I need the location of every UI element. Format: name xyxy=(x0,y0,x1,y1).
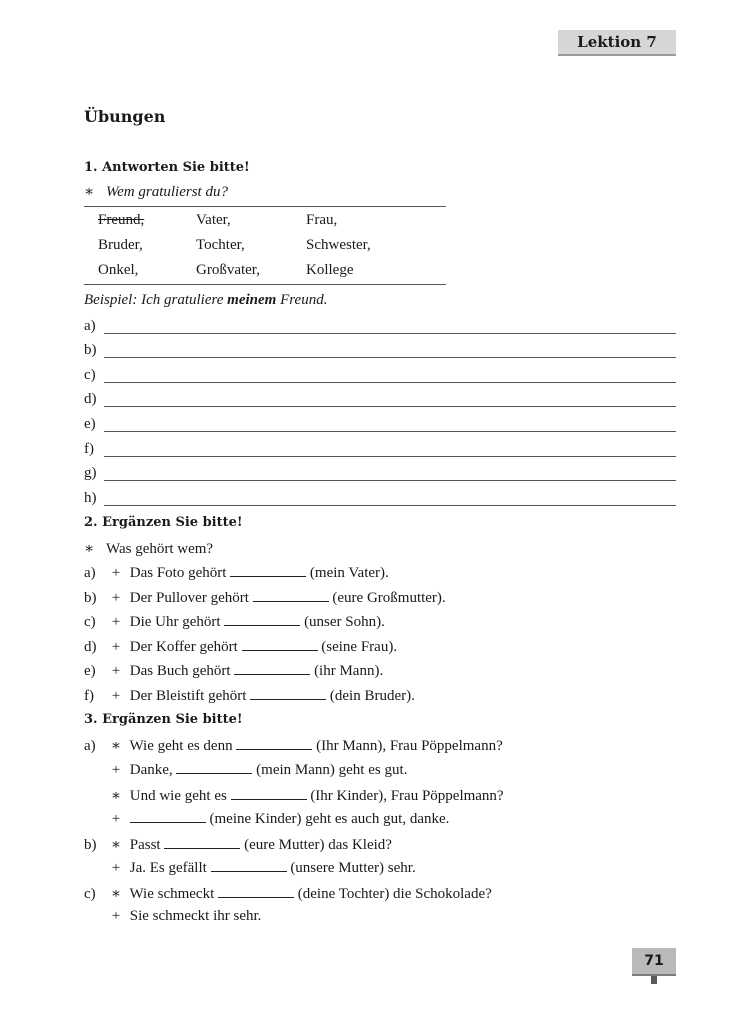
ex1-heading: 1. Antworten Sie bitte! xyxy=(84,160,250,175)
ex1-question xyxy=(84,182,228,201)
example-part-b: Freund. xyxy=(280,292,328,308)
answer-label: e) xyxy=(84,416,96,432)
fill-blank[interactable] xyxy=(130,810,206,823)
answer-line[interactable] xyxy=(104,357,676,358)
answer-label: f) xyxy=(84,441,94,457)
ex2-row xyxy=(84,638,397,656)
ex1-question-star: ∗ xyxy=(84,184,95,200)
word-box-item: Tochter, xyxy=(196,237,245,253)
row-prefix: Das Buch gehört xyxy=(129,663,231,679)
star-symbol: ∗ xyxy=(110,886,122,902)
answer-label: b) xyxy=(84,342,97,358)
row-label: b) xyxy=(84,837,97,853)
word-box-item: Vater, xyxy=(196,212,231,228)
row-prefix: Das Foto gehört xyxy=(129,565,227,581)
row-suffix: (dein Bruder). xyxy=(329,688,415,704)
plus-symbol: + xyxy=(111,811,121,827)
row-label: b) xyxy=(84,590,97,606)
row-suffix: (unsere Mutter) sehr. xyxy=(290,860,416,876)
plus-symbol: + xyxy=(111,688,121,704)
example-part-a: Ich gratuliere xyxy=(141,292,224,308)
page-number: 71 xyxy=(632,948,676,976)
fill-blank[interactable] xyxy=(218,885,294,898)
example-bold: meinem xyxy=(227,292,277,308)
plus-symbol: + xyxy=(111,762,121,778)
plus-symbol: + xyxy=(111,860,121,876)
word-box-item: Großvater, xyxy=(196,262,260,278)
row-prefix: Wie geht es denn xyxy=(129,738,233,754)
answer-line[interactable] xyxy=(104,406,676,407)
star-symbol: ∗ xyxy=(110,788,122,804)
page-number-tab xyxy=(651,976,657,984)
row-suffix: (unser Sohn). xyxy=(304,614,385,630)
row-suffix: (eure Großmutter). xyxy=(332,590,446,606)
row-prefix: Der Koffer gehört xyxy=(129,639,238,655)
answer-label: h) xyxy=(84,490,97,506)
row-suffix: (mein Mann) geht es gut. xyxy=(256,762,408,778)
row-prefix: Ja. Es gefällt xyxy=(129,860,207,876)
fill-blank[interactable] xyxy=(253,589,329,602)
row-suffix: (Ihr Kinder), Frau Pöppelmann? xyxy=(310,788,504,804)
row-suffix: (deine Tochter) die Schokolade? xyxy=(297,886,492,902)
row-suffix: (meine Kinder) geht es auch gut, danke. xyxy=(209,811,450,827)
ex2-row xyxy=(84,662,383,680)
word-box-item: Frau, xyxy=(306,212,338,228)
row-prefix: Der Pullover gehört xyxy=(129,590,249,606)
row-label: a) xyxy=(84,565,96,581)
ex3-row xyxy=(84,761,407,779)
fill-blank[interactable] xyxy=(236,737,312,750)
ex3-row xyxy=(84,810,449,828)
ex3-row xyxy=(84,736,503,755)
answer-label: a) xyxy=(84,318,96,334)
answer-label: d) xyxy=(84,391,97,407)
ex2-row xyxy=(84,613,385,631)
fill-blank[interactable] xyxy=(164,836,240,849)
ex2-heading: 2. Ergänzen Sie bitte! xyxy=(84,515,243,530)
row-label: e) xyxy=(84,663,96,679)
fill-blank[interactable] xyxy=(176,761,252,774)
row-suffix: (eure Mutter) das Kleid? xyxy=(244,837,392,853)
word-box-item: Bruder, xyxy=(98,237,143,253)
fill-blank[interactable] xyxy=(211,859,287,872)
row-label: d) xyxy=(84,639,97,655)
answer-label: c) xyxy=(84,367,96,383)
row-label: c) xyxy=(84,886,96,902)
word-box-item: Kollege xyxy=(306,262,354,278)
answer-line[interactable] xyxy=(104,431,676,432)
ex2-row xyxy=(84,589,446,607)
ex2-question xyxy=(84,539,213,558)
lesson-header: Lektion 7 xyxy=(558,30,676,56)
plus-symbol: + xyxy=(111,590,121,606)
answer-line[interactable] xyxy=(104,480,676,481)
ex2-row xyxy=(84,564,389,582)
fill-blank[interactable] xyxy=(230,564,306,577)
ex3-row xyxy=(84,835,392,854)
row-suffix: (mein Vater). xyxy=(309,565,389,581)
ex3-row xyxy=(84,908,261,925)
ex2-row xyxy=(84,687,415,705)
ex3-row xyxy=(84,786,504,805)
page-title: Übungen xyxy=(84,107,166,126)
word-box-item: Schwester, xyxy=(306,237,371,253)
row-prefix: Der Bleistift gehört xyxy=(129,688,247,704)
ex2-question-text: Was gehört wem? xyxy=(106,541,214,557)
fill-blank[interactable] xyxy=(231,787,307,800)
ex2-question-star: ∗ xyxy=(84,541,95,557)
plus-symbol: + xyxy=(111,639,121,655)
row-prefix: Passt xyxy=(129,837,161,853)
word-box-top-rule xyxy=(84,206,446,207)
row-label: f) xyxy=(84,688,94,704)
answer-label: g) xyxy=(84,465,97,481)
row-suffix: (seine Frau). xyxy=(321,639,398,655)
fill-blank[interactable] xyxy=(234,662,310,675)
answer-line[interactable] xyxy=(104,333,676,334)
ex3-row xyxy=(84,884,492,903)
ex1-example xyxy=(84,292,327,309)
word-box-bottom-rule xyxy=(84,284,446,285)
fill-blank[interactable] xyxy=(242,638,318,651)
row-suffix: (Ihr Mann), Frau Pöppelmann? xyxy=(316,738,503,754)
ex3-row xyxy=(84,859,416,877)
answer-line[interactable] xyxy=(104,382,676,383)
word-box-item: Onkel, xyxy=(98,262,139,278)
fill-blank[interactable] xyxy=(224,613,300,626)
plus-symbol: + xyxy=(111,565,121,581)
star-symbol: ∗ xyxy=(110,738,122,754)
plus-symbol: + xyxy=(111,908,121,924)
row-label: a) xyxy=(84,738,96,754)
plus-symbol: + xyxy=(111,614,121,630)
row-label: c) xyxy=(84,614,96,630)
answer-line[interactable] xyxy=(104,456,676,457)
star-symbol: ∗ xyxy=(110,837,122,853)
row-prefix: Sie schmeckt ihr sehr. xyxy=(129,908,262,924)
answer-line[interactable] xyxy=(104,505,676,506)
row-prefix: Danke, xyxy=(129,762,173,778)
fill-blank[interactable] xyxy=(250,687,326,700)
row-prefix: Die Uhr gehört xyxy=(129,614,221,630)
ex1-question-text: Wem gratulierst du? xyxy=(106,184,228,200)
word-box-item: Freund, xyxy=(98,212,145,228)
plus-symbol: + xyxy=(111,663,121,679)
ex3-heading: 3. Ergänzen Sie bitte! xyxy=(84,712,243,727)
example-prefix: Beispiel: xyxy=(84,292,138,308)
row-prefix: Und wie geht es xyxy=(129,788,227,804)
row-prefix: Wie schmeckt xyxy=(129,886,215,902)
row-suffix: (ihr Mann). xyxy=(314,663,384,679)
